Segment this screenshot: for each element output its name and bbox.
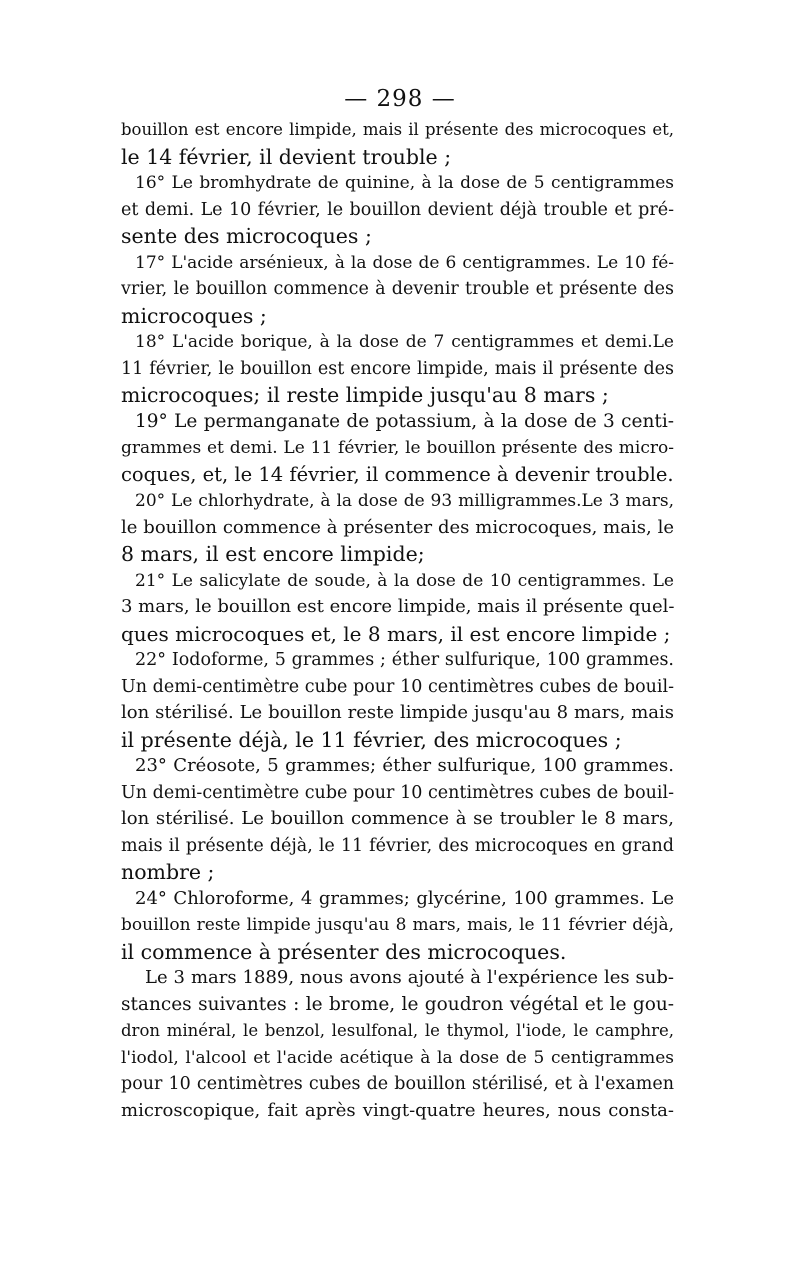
text-line: lon stérilisé. Le bouillon commence à se troubler le 8 mars, xyxy=(121,808,674,829)
text-line: Un demi-centimètre cube pour 10 centimètres cubes de bouil- xyxy=(121,676,674,697)
text-line: microcoques; il reste limpide jusqu'au 8 mars ; xyxy=(121,383,609,407)
text-line: grammes et demi. Le 11 février, le bouillon présente des micro- xyxy=(121,438,674,458)
text-line: et demi. Le 10 février, le bouillon devient déjà trouble et pré- xyxy=(121,199,674,220)
text-line: Le 3 mars 1889, nous avons ajouté à l'expérience les sub- xyxy=(145,967,674,988)
text-line: il commence à présenter des microcoques. xyxy=(121,939,567,964)
text-line: stances suivantes : le brome, le goudron végétal et le gou- xyxy=(121,993,674,1015)
text-line: 11 février, le bouillon est encore limpide, mais il présente des xyxy=(121,358,674,379)
text-line: bouillon est encore limpide, mais il présente des microcoques et, xyxy=(121,120,674,139)
text-line: Un demi-centimètre cube pour 10 centimètres cubes de bouil- xyxy=(121,782,674,803)
page-number: — 298 — xyxy=(344,86,456,112)
text-line: le 14 février, il devient trouble ; xyxy=(121,144,452,169)
text-line: 17° L'acide arsénieux, à la dose de 6 centigrammes. Le 10 fé- xyxy=(135,252,674,273)
text-line: il présente déjà, le 11 février, des microcoques ; xyxy=(121,727,622,752)
text-line: 24° Chloroforme, 4 grammes; glycérine, 100 grammes. Le xyxy=(135,887,674,909)
text-line: sente des microcoques ; xyxy=(121,224,372,248)
text-line: ques microcoques et, le 8 mars, il est encore limpide ; xyxy=(121,621,671,646)
body-text xyxy=(121,117,674,1124)
text-line: le bouillon commence à présenter des microcoques, mais, le xyxy=(121,516,674,538)
text-line: 3 mars, le bouillon est encore limpide, mais il présente quel- xyxy=(121,596,674,617)
text-line: bouillon reste limpide jusqu'au 8 mars, mais, le 11 février déjà, xyxy=(121,915,674,935)
text-line: dron minéral, le benzol, lesulfonal, le thymol, l'iode, le camphre, xyxy=(121,1021,674,1040)
text-line: coques, et, le 14 février, il commence à devenir trouble. xyxy=(121,462,674,486)
text-line: vrier, le bouillon commence à devenir trouble et présente des xyxy=(121,279,674,299)
text-line: mais il présente déjà, le 11 février, des microcoques en grand xyxy=(121,835,674,856)
text-line: microcoques ; xyxy=(121,303,267,328)
text-line: lon stérilisé. Le bouillon reste limpide jusqu'au 8 mars, mais xyxy=(121,702,674,723)
text-line: 16° Le bromhydrate de quinine, à la dose de 5 centigrammes xyxy=(135,173,674,193)
text-line: 23° Créosote, 5 grammes; éther sulfurique, 100 grammes. xyxy=(135,755,674,776)
text-line: l'iodol, l'alcool et l'acide acétique à la dose de 5 centigrammes xyxy=(121,1047,674,1068)
text-line: 20° Le chlorhydrate, à la dose de 93 milligrammes.Le 3 mars, xyxy=(135,491,674,511)
text-line: 8 mars, il est encore limpide; xyxy=(121,542,425,566)
text-line: 19° Le permanganate de potassium, à la dose de 3 centi- xyxy=(135,410,674,432)
text-line: microscopique, fait après vingt-quatre heures, nous consta- xyxy=(121,1099,674,1121)
text-line: 22° Iodoforme, 5 grammes ; éther sulfurique, 100 grammes. xyxy=(135,650,674,670)
text-line: 21° Le salicylate de soude, à la dose de 10 centigrammes. Le xyxy=(135,570,674,591)
text-line: nombre ; xyxy=(121,860,215,884)
text-line: 18° L'acide borique, à la dose de 7 centigrammes et demi.Le xyxy=(135,332,674,352)
text-line: pour 10 centimètres cubes de bouillon stérilisé, et à l'examen xyxy=(121,1074,674,1094)
